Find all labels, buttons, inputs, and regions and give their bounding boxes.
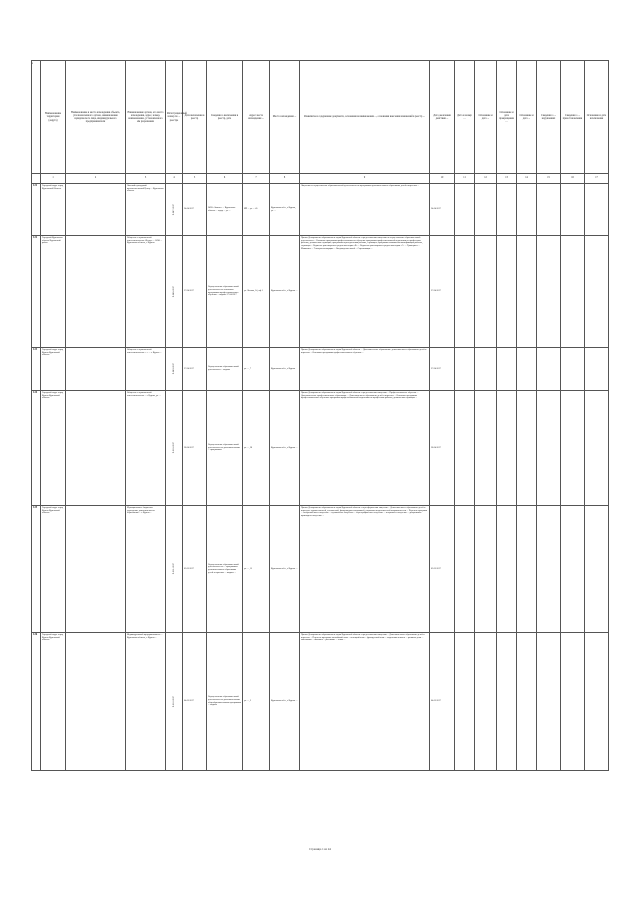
cell-org: Общество с ограниченной ответственностью «...» ... г. Курган ... xyxy=(126,348,166,391)
cell-region: Городской Курганская область Курганский район xyxy=(41,236,66,348)
col-header-12: Основание и дата ... xyxy=(475,61,497,174)
cell-addr: ул. ..., 3 xyxy=(243,633,270,771)
col-number: 14 xyxy=(517,174,537,184)
table-row xyxy=(32,633,609,771)
cell-region: Городской округ город Курган Курганской области xyxy=(41,633,66,771)
cell-docs: Приказ Департамента образования и науки Курганской области ... Дополнительное образование: дополнительное образование детей и взрослых ... Основные программы профессионального обучения ... xyxy=(300,348,430,391)
regnum-text: Р-050-2017 xyxy=(171,442,175,454)
cell-name xyxy=(66,633,126,771)
cell-info: Осуществление образовательной деятельности по основным программам профессионального обучения ... выдано 27.04.2017 xyxy=(207,236,243,348)
table-row xyxy=(32,391,609,506)
cell-c11 xyxy=(455,391,475,506)
cell-regnum xyxy=(166,391,183,506)
col-header-16: Сведения о ... приостановлении xyxy=(561,61,585,174)
col-number: 16 xyxy=(561,174,585,184)
cell-c15 xyxy=(537,184,561,236)
col-header-17: Основание и дата исключения xyxy=(585,61,609,174)
cell-c12 xyxy=(475,236,497,348)
cell-place: Курганская обл., г. Курган ... xyxy=(270,506,300,633)
row-number: 125 xyxy=(32,506,41,633)
column-number-row xyxy=(32,174,609,184)
cell-c16 xyxy=(561,506,585,633)
col-number: 13 xyxy=(497,174,517,184)
cell-c13 xyxy=(497,391,517,506)
cell-name xyxy=(66,506,126,633)
cell-info: Осуществление образовательной деятельности по дополнительным ... программам xyxy=(207,391,243,506)
cell-c16 xyxy=(561,633,585,771)
cell-region: Городской округ город Курган Курганской области xyxy=(41,391,66,506)
cell-c12 xyxy=(475,633,497,771)
col-header-3: Наименование органа, его место нахождения, адрес, номер, наименование, установленного им разрешения xyxy=(126,61,166,174)
header-row xyxy=(32,61,609,174)
cell-docs: Приказ Департамента образования и науки Курганской области о переоформлении лицензии ... Дополнительное образование детей и взрослых: художественной, технической, физкультурно-спортивной, социально-педагогической направленности ... Перечень программ ... изобразительное искусство ... музыкальное искусство ... хореографическое искусство ... театральное искусство ... декоративно-прикладное искусство ... xyxy=(300,506,430,633)
cell-date: 27.04.2017 xyxy=(183,348,207,391)
col-header-14: Основание и дата ... xyxy=(517,61,537,174)
col-header-13: Основание и дата прекращения ... xyxy=(497,61,517,174)
regnum-text: Р-051-2017 xyxy=(171,563,175,575)
cell-info: ООО «Знание» ... Курганская область ... город ... ул. ... xyxy=(207,184,243,236)
col-header-2: Наименование и место нахождения объекта, уполномоченного органа, наименование юридического лица, индивидуального предпринимателя xyxy=(66,61,126,174)
cell-addr: ул. ..., 15 xyxy=(243,506,270,633)
cell-info: Осуществление образовательной деятельности ... выдано xyxy=(207,348,243,391)
regnum-text: Р-052-2017 xyxy=(171,695,175,708)
col-header-11: Дата и номер ... xyxy=(455,61,475,174)
cell-info: Осуществление образовательной деятельности по ... программам дополнительного образования детей и взрослых ... выдано ... xyxy=(207,506,243,633)
table-row xyxy=(32,348,609,391)
col-header-6: Сведения о включении в реестр, дата xyxy=(207,61,243,174)
table-row xyxy=(32,184,609,236)
regnum-text: Р-048-2017 xyxy=(171,285,175,298)
cell-c17 xyxy=(585,184,609,236)
cell-c14 xyxy=(517,348,537,391)
col-header-7: Адрес места нахождения ... xyxy=(243,61,270,174)
col-header-1: Наименование территории (округа) xyxy=(41,61,66,174)
col-header-9: Реквизиты и содержание документа, основания возникновения ..., основания внесения изменений в реестр ... xyxy=(300,61,430,174)
cell-c13 xyxy=(497,633,517,771)
cell-c15 xyxy=(537,236,561,348)
cell-addr: ул. ..., 28 xyxy=(243,391,270,506)
cell-c14 xyxy=(517,633,537,771)
cell-c14 xyxy=(517,236,537,348)
cell-name xyxy=(66,348,126,391)
col-header-10: Дата окончания действия ... xyxy=(430,61,455,174)
table-row xyxy=(32,236,609,348)
cell-c15 xyxy=(537,633,561,771)
cell-end: 28.04.2017 xyxy=(430,391,455,506)
cell-docs: Лицензия на осуществление образовательной деятельности по программам дополнительного образования детей и взрослых ... xyxy=(300,184,430,236)
cell-date: 27.04.2017 xyxy=(183,236,207,348)
registry-table xyxy=(31,60,609,771)
cell-c17 xyxy=(585,506,609,633)
col-number: 4 xyxy=(166,174,183,184)
cell-region: Городской округ город Курган Курганской области xyxy=(41,506,66,633)
cell-place: Курганская обл., г. Курган ... xyxy=(270,633,300,771)
col-number: 11 xyxy=(455,174,475,184)
cell-c12 xyxy=(475,506,497,633)
cell-c12 xyxy=(475,391,497,506)
col-number-blank xyxy=(32,174,41,184)
cell-c16 xyxy=(561,348,585,391)
col-number: 15 xyxy=(537,174,561,184)
cell-c12 xyxy=(475,348,497,391)
cell-end: 27.04.2017 xyxy=(430,236,455,348)
col-header-8: Место нахождения ... xyxy=(270,61,300,174)
cell-region: Городской округ город Курган Курганской области xyxy=(41,348,66,391)
col-number: 9 xyxy=(300,174,430,184)
cell-docs: Приказ Департамента образования и науки Курганской области о предоставлении лицензии ... Профессиональное обучение ... Дополнительное профессиональное образование ... Дополнительное образование детей и взрослых ... Основные программы профессионального обучения: программы профессиональной подготовки по профессиям рабочих, должностям служащих ... xyxy=(300,391,430,506)
cell-docs: Приказ Департамента образования и науки Курганской области о предоставлении лицензии на осуществление образовательной деятельности ... Основные программы профессионального обучения: программы профессиональной подготовки по профессиям рабочих, должностям служащих; программы переподготовки рабочих, служащих; программы повышения квалификации рабочих, служащих ... Водитель транспортных средств категории «В» ... Водитель транспортных средств категории «С» ... Тракторист ... Машинист ... Электрогазосварщик ... Оператор котельной ... Стропальщик ... xyxy=(300,236,430,348)
cell-region: Городской округ город Курганский Область xyxy=(41,184,66,236)
cell-c11 xyxy=(455,348,475,391)
cell-place: Курганская обл., г. Курган, ул. ... xyxy=(270,184,300,236)
col-number: 17 xyxy=(585,174,609,184)
cell-regnum xyxy=(166,348,183,391)
cell-regnum xyxy=(166,633,183,771)
cell-org: Муниципальное бюджетное учреждение дополнительного образования ... г. Курган ... xyxy=(126,506,166,633)
cell-place: Курганская обл., г. Курган ... xyxy=(270,236,300,348)
col-number: 7 xyxy=(243,174,270,184)
cell-org: Общество с ограниченной ответственностью «Центр» ... ООО ... Курганская область, г. Курган xyxy=(126,236,166,348)
regnum-text: Р-047-2017 xyxy=(171,203,175,216)
cell-regnum xyxy=(166,506,183,633)
cell-c11 xyxy=(455,506,475,633)
cell-c12 xyxy=(475,184,497,236)
cell-c16 xyxy=(561,236,585,348)
regnum-text: Р-049-2017 xyxy=(171,363,175,375)
cell-c14 xyxy=(517,184,537,236)
cell-name xyxy=(66,391,126,506)
row-number: 123 xyxy=(32,348,41,391)
corner-label: А xyxy=(31,62,33,65)
table-row xyxy=(32,506,609,633)
cell-c16 xyxy=(561,184,585,236)
cell-info: Осуществление образовательной деятельности по дополнительным общеобразовательным программам ... выдано xyxy=(207,633,243,771)
cell-date: 28.04.2017 xyxy=(183,391,207,506)
row-number: 122 xyxy=(32,236,41,348)
cell-c13 xyxy=(497,184,517,236)
cell-date: 24.04.2017 xyxy=(183,184,207,236)
row-number: 124 xyxy=(32,391,41,506)
cell-place: Курганская обл., г. Курган xyxy=(270,348,300,391)
cell-c17 xyxy=(585,236,609,348)
cell-c17 xyxy=(585,391,609,506)
cell-place: Курганская обл., г. Курган ... xyxy=(270,391,300,506)
cell-end: 24.04.2017 xyxy=(430,184,455,236)
col-number: 2 xyxy=(66,174,126,184)
cell-c11 xyxy=(455,633,475,771)
cell-date: 03.05.2017 xyxy=(183,506,207,633)
cell-c14 xyxy=(517,391,537,506)
cell-c11 xyxy=(455,184,475,236)
cell-regnum xyxy=(166,236,183,348)
row-number: 126 xyxy=(32,633,41,771)
col-number: 12 xyxy=(475,174,497,184)
cell-c15 xyxy=(537,391,561,506)
cell-c11 xyxy=(455,236,475,348)
col-number: 5 xyxy=(183,174,207,184)
cell-end: 03.05.2017 xyxy=(430,506,455,633)
col-number: 6 xyxy=(207,174,243,184)
cell-regnum xyxy=(166,184,183,236)
col-number: 3 xyxy=(126,174,166,184)
cell-name xyxy=(66,236,126,348)
cell-c16 xyxy=(561,391,585,506)
cell-c17 xyxy=(585,348,609,391)
cell-org: Индивидуальный предприниматель ... Курганская область, г. Курган ... xyxy=(126,633,166,771)
cell-date: 04.05.2017 xyxy=(183,633,207,771)
cell-c14 xyxy=(517,506,537,633)
cell-addr: ул. Ленина, 14, оф. 1 xyxy=(243,236,270,348)
cell-c13 xyxy=(497,506,517,633)
cell-name xyxy=(66,184,126,236)
cell-c17 xyxy=(585,633,609,771)
col-header-5: Дата включения в реестр xyxy=(183,61,207,174)
col-number: 1 xyxy=(41,174,66,184)
cell-c13 xyxy=(497,348,517,391)
cell-c15 xyxy=(537,348,561,391)
cell-addr: ИП ... ул. ... 45 xyxy=(243,184,270,236)
cell-org: Общество с ограниченной ответственностью ... г. Курган, ул. ... xyxy=(126,391,166,506)
cell-addr: ул. ..., 7 xyxy=(243,348,270,391)
col-number: 10 xyxy=(430,174,455,184)
col-number: 8 xyxy=(270,174,300,184)
cell-docs: Приказ Департамента образования и науки Курганской области о предоставлении лицензии ... Дополнительное образование детей и взрослых ... Перечень программ: английский язык ... немецкий язык ... французский язык ... подготовка к школе ... развитие речи ... математика ... шахматы ... рисование ... лепка ... xyxy=(300,633,430,771)
col-header-15: Сведения о ... нарушениях xyxy=(537,61,561,174)
page-footer: Страница 1 из 44 xyxy=(309,847,331,851)
header-corner xyxy=(32,61,41,174)
col-header-4: Регистрационный номер по ... реестре xyxy=(166,61,183,174)
cell-c15 xyxy=(537,506,561,633)
cell-end: 04.05.2017 xyxy=(430,633,455,771)
cell-org: Частный культурный просветительский Центр ... Курганская область xyxy=(126,184,166,236)
cell-end: 27.04.2017 xyxy=(430,348,455,391)
row-number: 121 xyxy=(32,184,41,236)
cell-c13 xyxy=(497,236,517,348)
